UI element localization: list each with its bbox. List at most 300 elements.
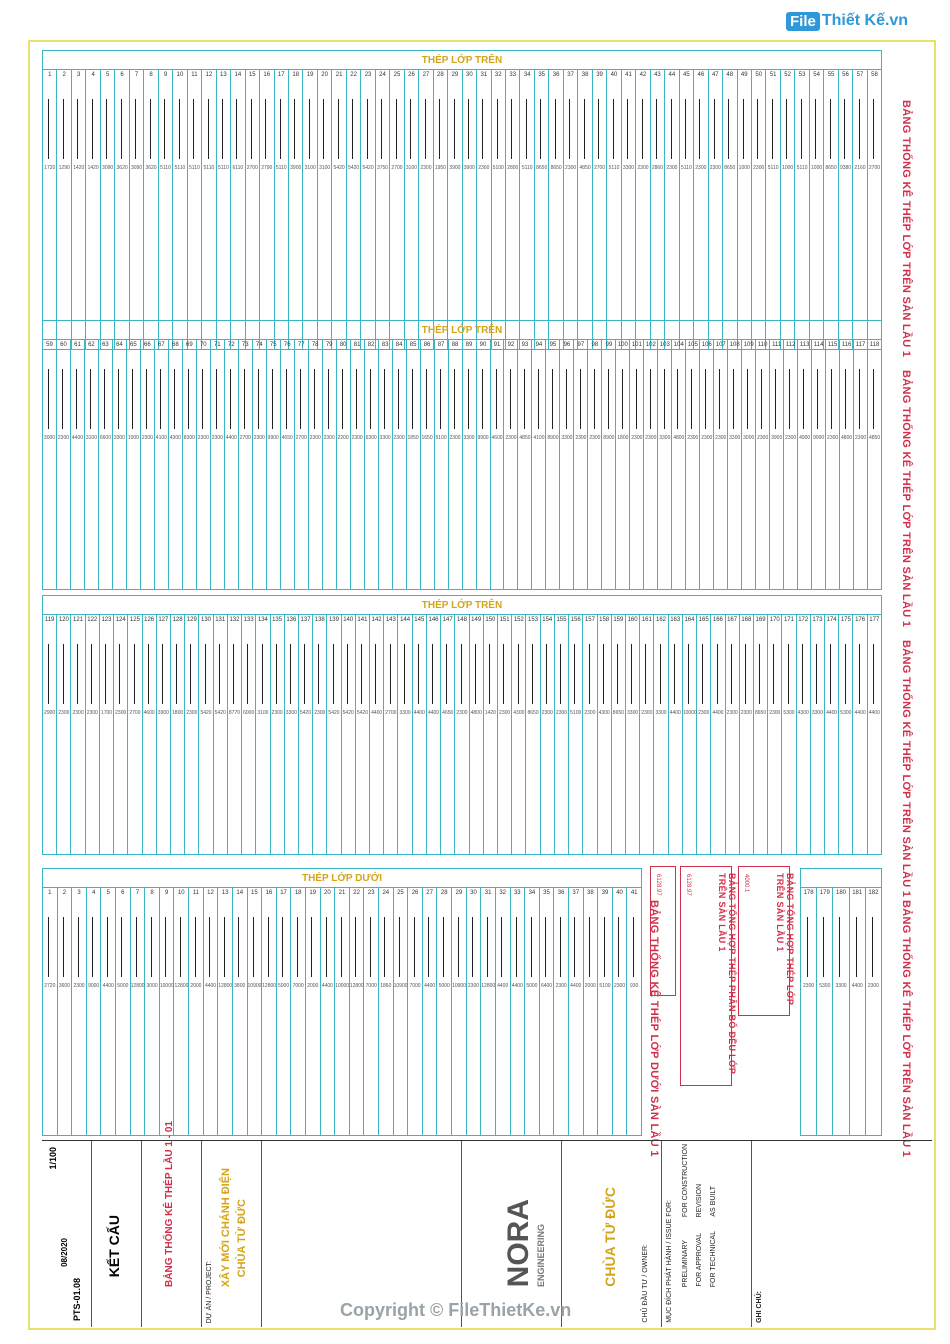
bar-number: 64 [116,342,123,348]
table-columns [43,69,881,349]
bar-number: 171 [783,617,794,623]
bar-shape [482,369,483,429]
bar-length: 4300 [797,710,809,716]
bar-number: 125 [129,617,140,623]
bar-column [584,887,599,1135]
bar-column [866,887,881,1135]
bar-length: 3300 [113,435,125,441]
bar-length: 4300 [598,710,610,716]
bar-length: 4400 [225,435,237,441]
bar-shape [685,99,686,159]
bar-length: 5100 [435,435,447,441]
bar-shape [121,917,122,977]
bar-length: 10900 [247,983,262,989]
bar-column [256,614,270,854]
bar-number: 146 [428,617,439,623]
bar-number: 152 [513,617,524,623]
bar-number: 31 [480,72,488,78]
bar-length: 5000 [277,983,290,989]
bar-shape [631,644,632,704]
bar-length: 3000 [146,983,158,989]
bar-number: 88 [451,342,459,348]
bar-length: 2300 [314,710,326,716]
bar-number: 33 [509,72,517,78]
table-header [43,869,641,888]
bar-shape [613,99,614,159]
bar-length: 7000 [292,983,304,989]
bar-number: 2 [62,890,67,896]
bar-shape [618,917,619,977]
bar-shape [323,99,324,159]
bar-shape [699,99,700,159]
bar-shape [733,369,734,429]
bar-length: 2300 [740,710,752,716]
bar-column [525,887,540,1135]
bar-column [555,614,569,854]
bar-column [518,339,532,589]
issue-option[interactable]: AS BUILT [710,1186,717,1217]
bar-number: 164 [684,617,695,623]
bar-number: 126 [144,617,155,623]
bar-shape [286,369,287,429]
bar-length: 5000 [526,983,538,989]
bar-shape [773,644,774,704]
bar-column [839,614,853,854]
bar-column [665,69,679,349]
bar-number: 119 [44,617,55,623]
bar-length: 3300 [285,710,297,716]
bar-shape [432,644,433,704]
bar-shape [584,99,585,159]
bar-shape [650,369,651,429]
bar-length: 3300 [399,710,411,716]
bar-length: 7000 [365,983,377,989]
bar-shape [468,99,469,159]
bar-length: 5000 [438,983,450,989]
bar-column [262,887,277,1135]
rebar-table-upper-2 [42,320,882,590]
tb-title-col [142,1121,202,1327]
bar-column [477,69,491,349]
bar-shape [845,644,846,704]
bar-number: 84 [395,342,403,348]
bar-length: 2300 [698,710,710,716]
bar-shape [823,917,824,977]
bar-length: 8900 [603,435,615,441]
bar-shape [538,369,539,429]
rebar-table-upper-1 [42,50,882,350]
table-columns [43,339,881,589]
bar-column [853,614,867,854]
bar-length: 5110 [608,165,620,171]
bar-column [448,69,462,349]
bar-length: 8650 [754,710,767,716]
issue-option[interactable]: FOR TECHNICAL [710,1230,717,1287]
bar-length: 4100 [155,435,167,441]
bar-column [754,614,768,854]
bar-number: 5 [105,72,110,78]
bar-column [496,887,511,1135]
bar-length: 2700 [129,710,141,716]
bar-shape [574,917,575,977]
issue-option[interactable]: FOR APPROVAL [696,1233,703,1287]
bar-number: 145 [414,617,425,623]
bar-length: 3000 [43,435,56,441]
bar-number: 101 [631,342,642,348]
bar-length: 4400 [204,983,217,989]
bar-column [427,614,441,854]
bar-length: 3300 [811,710,823,716]
bar-number: 173 [812,617,823,623]
bar-length: 3090 [102,165,114,171]
bar-column [214,614,228,854]
bar-number: 6 [121,890,125,896]
bar-length: 2700 [246,165,258,171]
bar-shape [398,369,399,429]
bar-number: 121 [73,617,84,623]
bar-number: 176 [855,617,866,623]
bar-number: 35 [538,72,546,78]
drawing-title: BẢNG THỐNG KÊ THÉP LẦU 1 - 01 [164,1121,175,1287]
bar-length: 8650 [550,165,562,171]
bar-length: 8900 [547,435,559,441]
bar-length: 2300 [645,435,657,441]
bar-number: 123 [101,617,112,623]
bar-length: 8770 [228,710,241,716]
bar-length: 1700 [100,710,113,716]
bar-number: 25 [393,72,401,78]
bar-column [43,614,57,854]
bar-column [452,887,467,1135]
bar-length: 2700 [239,435,251,441]
bar-length: 5110 [160,165,171,171]
bar-shape [856,917,857,977]
bar-number: 90 [479,342,487,348]
bar-number: 180 [836,890,847,896]
bar-column [613,887,628,1135]
bar-number: 135 [272,617,283,623]
bar-shape [873,369,874,429]
bar-column [868,614,881,854]
bar-length: 2700 [593,165,606,171]
bar-shape [475,644,476,704]
bar-column [811,614,825,854]
bar-shape [78,917,79,977]
bar-shape [503,644,504,704]
bar-column [159,69,173,349]
bar-shape [412,369,413,429]
bar-shape [642,99,643,159]
bar-column [622,69,636,349]
bar-shape [176,644,177,704]
bar-shape [294,99,295,159]
bar-column [141,339,155,589]
site-logo[interactable] [786,8,908,34]
bar-shape [119,644,120,704]
bar-shape [132,369,133,429]
bar-length: 10000 [159,983,174,989]
bar-shape [844,99,845,159]
bar-number: 79 [325,342,333,348]
bar-shape [552,369,553,429]
table-side-title: BẢNG THỐNG KÊ THÉP LỚP DƯỚI SÀN LẦU 1 [648,900,660,1157]
bar-shape [247,644,248,704]
bar-column [700,339,714,589]
bar-number: 18 [294,890,302,896]
bar-column [824,69,838,349]
bar-shape [311,917,312,977]
project-label: DỰ ÁN / PROJECT: [206,1260,213,1323]
bar-shape [566,369,567,429]
bar-length: 9380 [839,165,852,171]
tb-discipline-col [92,1141,142,1327]
bar-column [640,614,654,854]
bar-number: 28 [440,890,448,896]
bar-number: 7 [134,72,139,78]
bar-column [43,887,58,1135]
bar-column [651,69,665,349]
bar-number: 129 [186,617,197,623]
bar-length: 2300 [575,435,587,441]
bar-shape [772,99,773,159]
bar-number: 151 [499,617,510,623]
bar-column [683,614,697,854]
bar-shape [664,369,665,429]
bar-number: 106 [701,342,712,348]
bar-shape [807,917,808,977]
bar-column [43,69,57,349]
bar-length: 3100 [85,435,97,441]
bar-number: 124 [115,617,126,623]
bar-number: 144 [400,617,411,623]
bar-number: 165 [698,617,709,623]
bar-number: 13 [220,72,227,78]
bar-number: 17 [277,72,285,78]
bar-length: 2300 [186,710,198,716]
bar-column [101,887,116,1135]
bar-number: 70 [199,342,207,348]
bar-length: 10900 [393,983,408,989]
bar-length: 4850 [519,435,531,441]
bar-column [564,69,578,349]
bar-length: 2300 [555,710,568,716]
bar-length: 4300 [513,710,525,716]
bar-number: 179 [819,890,830,896]
bar-column [680,69,694,349]
bar-length: 2300 [555,983,567,989]
bar-number: 100 [617,342,628,348]
bar-shape [831,369,832,429]
bar-shape [179,99,180,159]
bar-column [694,69,708,349]
bar-length: 930 [630,983,639,989]
bar-shape [91,644,92,704]
bar-shape [454,369,455,429]
bar-shape [688,644,689,704]
bar-number: 155 [556,617,567,623]
bar-number: 71 [213,342,221,348]
bar-length: 1420 [484,710,496,716]
bar-length: 12800 [349,983,364,989]
bar-length: 2000 [584,983,596,989]
bar-length: 2700 [295,435,307,441]
bar-shape [92,917,93,977]
bar-length: 3100 [319,165,331,171]
bar-number: 85 [409,342,417,348]
bar-number: 14 [234,72,242,78]
bar-column [686,339,700,589]
bar-shape [589,644,590,704]
bar-shape [458,917,459,977]
bar-column [143,614,157,854]
bar-column [526,614,540,854]
bar-column [144,69,158,349]
bar-length: 2300 [637,165,649,171]
bar-number: 69 [185,342,193,348]
bar-length: 12800 [174,983,189,989]
issue-option[interactable]: PRELIMINARY [682,1239,689,1287]
bar-column [86,69,100,349]
bar-length: 4400 [712,710,724,716]
bar-length: 3000 [743,435,755,441]
bar-column [390,69,404,349]
bar-column [130,69,144,349]
bar-number: 35 [543,890,550,896]
bar-number: 20 [324,890,331,896]
bar-length: 3300 [729,435,741,441]
bar-column [211,339,225,589]
table-header [43,51,881,70]
bar-number: 156 [570,617,581,623]
bar-number: 108 [729,342,740,348]
bar-number: 26 [408,72,415,78]
table-header-text: THÉP LỚP TRÊN [421,54,503,66]
bar-number: 57 [856,72,864,78]
bar-length: 4650 [281,435,293,441]
bar-length: 6000 [243,710,255,716]
bar-shape [282,917,283,977]
bar-number: 48 [726,72,734,78]
bar-number: 24 [382,890,390,896]
bar-column [318,69,332,349]
bar-length: 5110 [217,165,229,171]
bar-length: 2300 [785,435,797,441]
bar-column [492,69,506,349]
bar-number: 9 [163,72,168,78]
table-side-title: BẢNG THỐNG KÊ THÉP LỚP TRÊN SÀN LẦU 1 [900,640,912,898]
bar-column [627,887,641,1135]
bar-number: 23 [367,890,375,896]
bar-length: 2160 [854,165,866,171]
bar-shape [202,369,203,429]
bar-column [644,339,658,589]
bar-shape [674,644,675,704]
bar-shape [859,644,860,704]
bar-shape [318,644,319,704]
bar-column [342,614,356,854]
bar-column [217,69,231,349]
bar-number: 112 [785,342,796,348]
bar-number: 39 [596,72,603,78]
bar-length: 9000 [88,983,100,989]
bar-number: 134 [257,617,268,623]
bar-length: 2300 [541,710,553,716]
bar-number: 143 [385,617,396,623]
issue-option[interactable]: FOR CONSTRUCTION [682,1143,689,1217]
copyright-watermark: Copyright © FileThietKe.vn [340,1300,572,1320]
company-name: NORA [502,1198,535,1287]
bar-length: 12800 [218,983,233,989]
bar-shape [399,917,400,977]
bar-number: 54 [813,72,820,78]
bar-number: 170 [769,617,780,623]
bar-shape [384,917,385,977]
bar-column [532,339,546,589]
bar-column [560,339,574,589]
bar-number: 133 [243,617,254,623]
bar-length: 5420 [200,710,212,716]
bar-number: 38 [581,72,589,78]
bar-column [183,339,197,589]
bar-length: 5420 [348,165,360,171]
bar-column [379,887,394,1135]
rebar-table-upper-3 [42,595,882,855]
bar-shape [598,99,599,159]
bar-column [504,339,518,589]
bar-column [463,69,477,349]
bar-number: 94 [535,342,543,348]
bar-shape [802,644,803,704]
bar-shape [48,917,49,977]
bar-shape [717,644,718,704]
bar-column [817,887,833,1135]
bar-shape [418,644,419,704]
bar-column [413,614,427,854]
bar-shape [617,644,618,704]
bar-number: 66 [144,342,151,348]
bar-column [299,614,313,854]
bar-shape [501,917,502,977]
bar-shape [489,644,490,704]
bar-column [421,339,435,589]
bar-length: 5110 [521,165,533,171]
bar-shape [511,99,512,159]
bar-column [781,69,795,349]
bar-number: 28 [437,72,444,78]
bar-shape [410,99,411,159]
bar-column [277,887,292,1135]
bar-length: 3300 [627,710,639,716]
table-columns [43,614,881,854]
bar-shape [594,369,595,429]
issue-option[interactable]: REVISION [696,1183,703,1217]
bar-shape [859,369,860,429]
bar-column [752,69,766,349]
bar-column [498,614,512,854]
bar-number: 177 [869,617,880,623]
bar-length: 2300 [803,983,815,989]
bar-column [155,339,169,589]
bar-shape [404,644,405,704]
bar-column [356,614,370,854]
bar-number: 1 [48,72,52,78]
bar-shape [208,99,209,159]
bar-number: 27 [422,72,430,78]
bar-number: 157 [584,617,595,623]
bar-length: 4800 [673,435,685,441]
bar-column [756,339,770,589]
bar-column [313,614,327,854]
